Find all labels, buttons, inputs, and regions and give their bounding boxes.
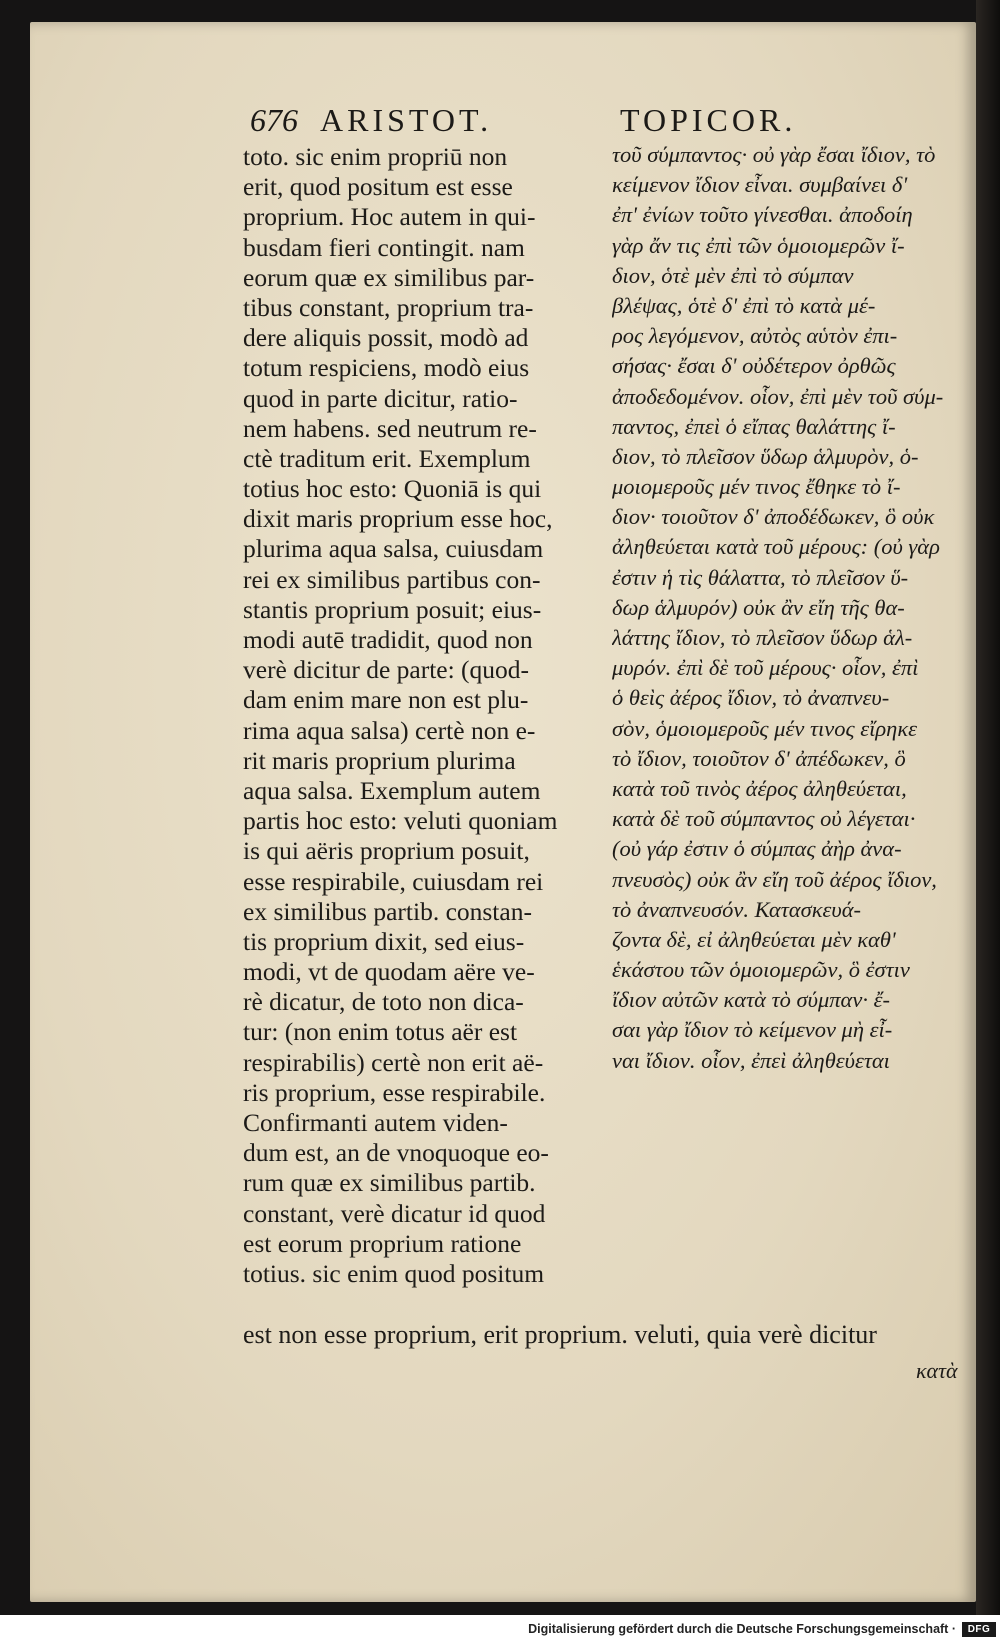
greek-line: σαι γὰρ ἴδιον τὸ κείμενον μὴ εἶ- (612, 1017, 893, 1043)
page-header (250, 102, 970, 142)
greek-column (612, 142, 972, 1078)
latin-line: dum est, an de vnoquoque eo- (243, 1138, 549, 1168)
greek-line: ζοντα δὲ, εἰ ἀληθεύεται μὲν καθ' (612, 926, 896, 952)
latin-line: nem habens. sed neutrum re- (243, 413, 537, 443)
latin-line: dere aliquis possit, modò ad (243, 323, 529, 353)
latin-column (243, 142, 593, 1289)
greek-line: γὰρ ἄν τις ἐπὶ τῶν ὁμοιομερῶν ἴ- (612, 232, 905, 258)
latin-line: is qui aëris proprium posuit, (243, 836, 530, 866)
greek-line: κείμενον ἴδιον εἶναι. συμβαίνει δ' (612, 172, 908, 198)
latin-line: dam enim mare non est plu- (243, 685, 529, 715)
latin-line: verè dicitur de parte: (quod- (243, 655, 530, 685)
greek-line: (οὐ γάρ ἐστιν ὁ σύμπας ἀὴρ ἀνα- (612, 836, 902, 862)
latin-line: dixit maris proprium esse hoc, (243, 504, 553, 534)
latin-line: erit, quod positum est esse (243, 172, 513, 202)
greek-line: ἀληθεύεται κατὰ τοῦ μέρους: (οὐ γὰρ (612, 534, 940, 560)
book-spine (976, 0, 1000, 1615)
latin-line: toto. sic enim propriū non (243, 142, 508, 171)
greek-line: κατὰ τοῦ τινὸς ἀέρος ἀληθεύεται, (612, 775, 907, 801)
greek-line: ἑκάστου τῶν ὁμοιομερῶν, ὃ ἐστιν (612, 957, 910, 983)
latin-line: ctè traditum erit. Exemplum (243, 443, 531, 473)
greek-line: διον· τοιοῦτον δ' ἀποδέδωκεν, ὃ οὐκ (612, 504, 935, 530)
latin-line: totius. sic enim quod positum (243, 1258, 545, 1288)
greek-line: διον, ὁτὲ μὲν ἐπὶ τὸ σύμπαν (612, 262, 854, 288)
greek-line: βλέψας, ὁτὲ δ' ἐπὶ τὸ κατὰ μέ- (612, 292, 876, 318)
footer-credit: Digitalisierung gefördert durch die Deutsche Forschungsgemeinschaft · (528, 1622, 956, 1636)
latin-line: aqua salsa. Exemplum autem (243, 775, 541, 805)
latin-line: quod in parte dicitur, ratio- (243, 383, 518, 413)
latin-line: rit maris proprium plurima (243, 745, 516, 775)
greek-line: μυρόν. ἐπὶ δὲ τοῦ μέρους· οἷον, ἐπὶ (612, 655, 919, 681)
latin-line: est eorum proprium ratione (243, 1228, 522, 1258)
greek-line: τὸ ἴδιον, τοιοῦτον δ' ἀπέδωκεν, ὃ (612, 745, 906, 771)
running-head-left: ARISTOT. (320, 102, 493, 138)
latin-line: modi autē tradidit, quod non (243, 625, 533, 654)
greek-line: μοιομεροῦς μέν τινος ἔθηκε τὸ ἴ- (612, 474, 901, 500)
greek-line: ρος λεγόμενον, αὐτὸς αὑτὸν ἐπι- (612, 323, 898, 349)
latin-line: rima aqua salsa) certè non e- (243, 715, 536, 745)
latin-line: totius hoc esto: Quoniā is qui (243, 474, 542, 504)
latin-line: Confirmanti autem viden- (243, 1108, 508, 1137)
latin-line: busdam fieri contingit. nam (243, 232, 525, 262)
latin-line: esse respirabile, cuiusdam rei (243, 866, 544, 896)
greek-line: παντος, ἐπεὶ ὁ εἴπας θαλάττης ἴ- (612, 413, 896, 439)
greek-line: σήσας· ἔσαι δ' οὐδέτερον ὀρθῶς (612, 353, 896, 379)
latin-line: ex similibus partib. constan- (243, 896, 532, 926)
greek-line: ναι ἴδιον. οἷον, ἐπεὶ ἀληθεύεται (612, 1047, 890, 1073)
latin-line: rei ex similibus partibus con- (243, 564, 541, 594)
greek-line: πνευσὸς) οὐκ ἂν εἴη τοῦ ἀέρος ἴδιον, (612, 866, 937, 892)
latin-line: rum quæ ex similibus partib. (243, 1168, 536, 1198)
latin-line: stantis proprium posuit; eius- (243, 594, 542, 624)
latin-line: respirabilis) certè non erit aë- (243, 1047, 544, 1077)
greek-line: τὸ ἀναπνευσόν. Κατασκευά- (612, 896, 861, 922)
digitization-footer (528, 1619, 996, 1639)
page-number: 676 (250, 102, 298, 138)
latin-line: totum respiciens, modò eius (243, 353, 530, 383)
latin-line: tur: (non enim totus aër est (243, 1017, 518, 1047)
latin-line: tis proprium dixit, sed eius- (243, 926, 525, 956)
greek-line: ὁ θεὶς ἀέρος ἴδιον, τὸ ἀναπνευ- (612, 685, 890, 711)
latin-line: modi, vt de quodam aëre ve- (243, 957, 535, 987)
greek-line: ἐπ' ἐνίων τοῦτο γίνεσθαι. ἀποδοίη (612, 202, 913, 228)
greek-line: τοῦ σύμπαντος· οὐ γὰρ ἔσαι ἴδιον, τὸ (612, 142, 936, 167)
greek-line: ἴδιον αὐτῶν κατὰ τὸ σύμπαν· ἔ- (612, 987, 890, 1013)
latin-line: tibus constant, proprium tra- (243, 292, 534, 322)
latin-line: proprium. Hoc autem in qui- (243, 202, 536, 232)
greek-line: ἐστιν ἡ τὶς θάλαττα, τὸ πλεῖσον ὕ- (612, 564, 909, 590)
bottom-full-line: est non esse proprium, erit proprium. veluti, quia verè dicitur (243, 1320, 877, 1349)
greek-line: κατὰ δὲ τοῦ σύμπαντος οὐ λέγεται· (612, 806, 916, 832)
greek-line: διον, τὸ πλεῖσον ὕδωρ ἁλμυρὸν, ὁ- (612, 443, 919, 469)
catchword: κατὰ (916, 1358, 958, 1383)
latin-line: constant, verè dicatur id quod (243, 1198, 546, 1228)
greek-line: σὸν, ὁμοιομεροῦς μέν τινος εἴρηκε (612, 715, 917, 741)
latin-line: rè dicatur, de toto non dica- (243, 987, 524, 1017)
latin-line: plurima aqua salsa, cuiusdam (243, 534, 544, 564)
latin-line: ris proprium, esse respirabile. (243, 1077, 546, 1107)
dfg-logo: DFG (962, 1622, 996, 1637)
greek-line: δωρ ἁλμυρόν) οὐκ ἂν εἴη τῆς θα- (612, 594, 905, 620)
running-head-right: TOPICOR. (620, 102, 797, 138)
greek-line: λάττης ἴδιον, τὸ πλεῖσον ὕδωρ ἁλ- (612, 625, 913, 650)
latin-line: eorum quæ ex similibus par- (243, 262, 535, 292)
latin-line: partis hoc esto: veluti quoniam (243, 806, 558, 836)
greek-line: ἀποδεδομένον. οἷον, ἐπὶ μὲν τοῦ σύμ- (612, 383, 944, 409)
